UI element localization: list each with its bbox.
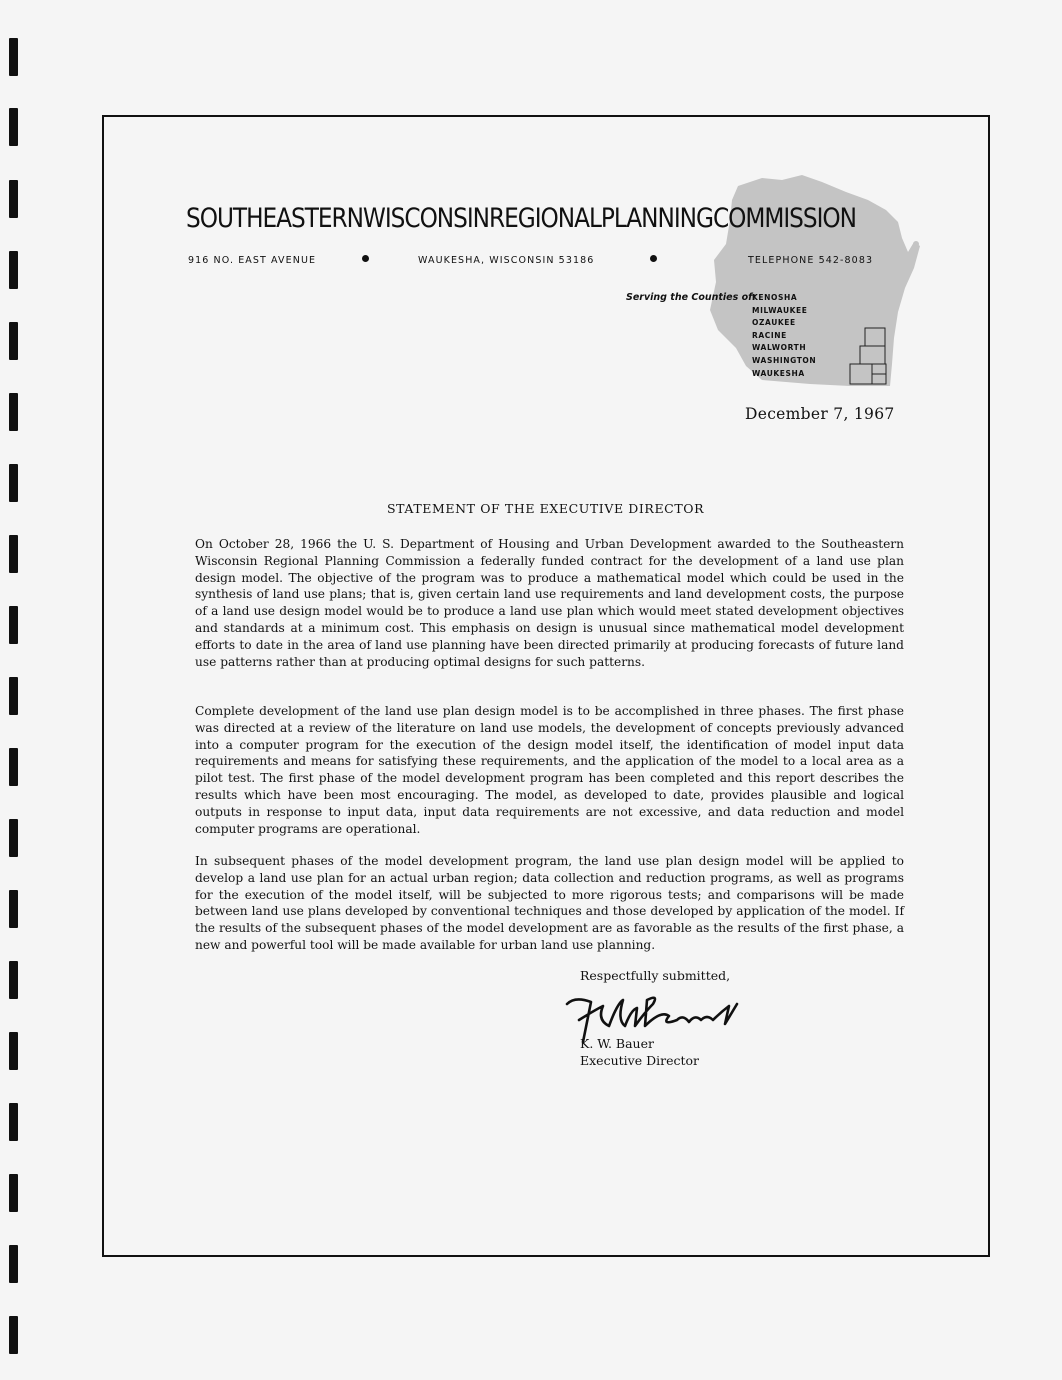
binding-hole <box>9 890 18 928</box>
county-item: OZAUKEE <box>752 318 796 328</box>
binding-hole <box>9 535 18 573</box>
org-name-word: COMMISSION <box>712 203 857 234</box>
county-item: KENOSHA <box>752 293 798 302</box>
closing-line: Respectfully submitted, <box>580 968 731 983</box>
org-name-word: SOUTHEASTERN <box>186 203 363 234</box>
county-item: WAUKESHA <box>752 368 805 378</box>
binding-hole <box>9 464 18 502</box>
county-item: WALWORTH <box>752 343 807 353</box>
statement-heading: STATEMENT OF THE EXECUTIVE DIRECTOR <box>387 501 705 516</box>
binding-hole <box>9 1245 18 1283</box>
binding-hole <box>9 251 18 289</box>
binding-hole <box>9 748 18 786</box>
body-paragraph: In subsequent phases of the model development program, the land use plan design model will be applied to develop a land use plan for an actual urban region; data collection and reduction programs, as well as programs for the execution of the model itself, will be subjected to more rigorous tests; and comparisons will be made between land use plans developed by conventional techniques and those developed by application of the model. If the results of the subsequent phases of the model development are as favorable as the results of the first phase, a new and powerful tool will be made available for urban land use planning. <box>195 854 904 952</box>
serving-label: Serving the Counties of: <box>626 292 757 303</box>
map-island <box>913 241 919 247</box>
letter-date: December 7, 1967 <box>745 405 895 423</box>
binding-hole <box>9 38 18 76</box>
address-street: 916 NO. EAST AVENUE <box>188 255 317 266</box>
binding-hole <box>9 819 18 857</box>
signer-title: Executive Director <box>580 1053 699 1068</box>
org-name-word: REGIONAL <box>489 203 601 234</box>
separator-dot <box>650 255 657 262</box>
county-item: WASHINGTON <box>752 355 817 365</box>
binding-hole <box>9 1032 18 1070</box>
binding-hole <box>9 606 18 644</box>
body-paragraph: On October 28, 1966 the U. S. Department of Housing and Urban Development awarded to the Southeastern Wisconsin Regional Planning Commission a federally funded contract for the development of a land use plan design model. The objective of the program was to produce a mathematical model which could be used in the synthesis of land use plans; that is, given certain land use requirements and land development costs, the purpose of a land use design model would be to produce a land use plan which would meet stated development objectives and standards at a minimum cost. This emphasis on design is unusual since mathematical model development efforts to date in the area of land use planning have been directed primarily at producing forecasts of future land use patterns rather than at producing optimal designs for such patterns. <box>195 537 904 669</box>
org-name-word: PLANNING <box>600 203 713 234</box>
county-list <box>752 292 816 380</box>
separator-dot <box>362 255 369 262</box>
binding-hole <box>9 961 18 999</box>
binding-hole <box>9 1174 18 1212</box>
binding-hole <box>9 180 18 218</box>
address-city: WAUKESHA, WISCONSIN 53186 <box>418 255 595 266</box>
county-item: RACINE <box>752 330 787 340</box>
binding-hole <box>9 1103 18 1141</box>
binding-hole <box>9 1316 18 1354</box>
binding-hole <box>9 108 18 146</box>
signer-name: K. W. Bauer <box>580 1036 654 1051</box>
organization-name <box>186 203 857 234</box>
county-item: MILWAUKEE <box>752 305 808 315</box>
body-paragraph: Complete development of the land use plan design model is to be accomplished in three phases. The first phase was directed at a review of the literature on land use models, the development of concepts previously advanced into a computer program for the execution of the design model itself, the identification of model input data requirements and means for satisfying these requirements, and the application of the model to a local area as a pilot test. The first phase of the model development program has been completed and this report describes the results which have been most encouraging. The model, as developed to date, provides plausible and logical outputs in response to input data, input data requirements are not excessive, and data reduction and model computer programs are operational. <box>195 704 904 836</box>
telephone: TELEPHONE 542-8083 <box>748 255 874 266</box>
binding-hole <box>9 677 18 715</box>
binding-hole <box>9 322 18 360</box>
org-name-word: WISCONSIN <box>362 203 490 234</box>
binding-hole <box>9 393 18 431</box>
